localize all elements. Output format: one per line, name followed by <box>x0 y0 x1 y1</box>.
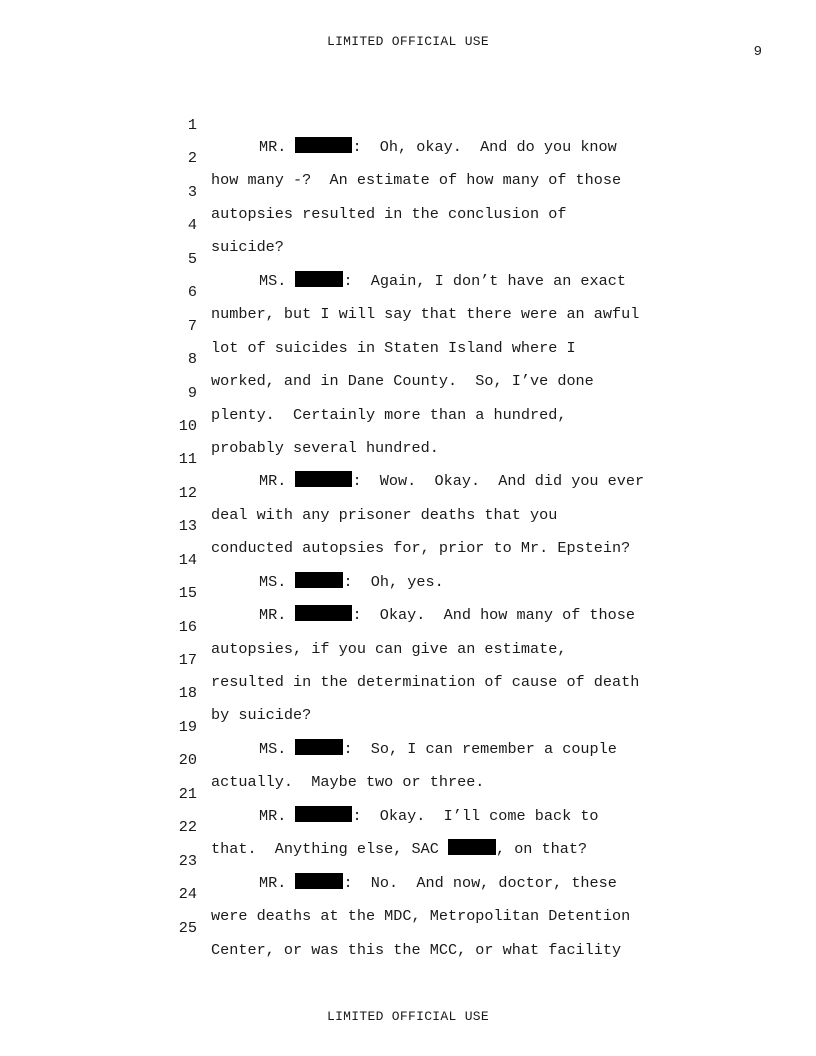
transcript-line <box>0 360 816 424</box>
speech-text: that. Anything else, SAC <box>211 840 448 859</box>
line-number: 24 <box>178 885 197 904</box>
line-number: 5 <box>187 249 197 268</box>
speech-text: : Oh, okay. And do you know <box>352 138 617 156</box>
page-footer: LIMITED OFFICIAL USE <box>326 1009 490 1024</box>
line-number: 20 <box>178 751 197 770</box>
line-text: probably several hundred. <box>211 438 439 457</box>
line-text: lot of suicides in Staten Island where I <box>211 338 576 357</box>
line-text: worked, and in Dane County. So, I’ve done <box>211 372 594 391</box>
transcript-line <box>0 226 816 290</box>
speaker-prefix: MS. <box>259 271 296 290</box>
line-text: autopsies resulted in the conclusion of <box>211 204 567 223</box>
transcript-line <box>0 560 816 625</box>
transcript-line <box>0 660 816 725</box>
transcript-line <box>0 761 816 825</box>
transcript-line <box>0 393 816 457</box>
speech-text: : Oh, yes. <box>343 572 444 591</box>
transcript-body <box>0 92 816 959</box>
line-number: 6 <box>187 283 197 302</box>
transcript-line <box>0 326 816 391</box>
line-text: autopsies, if you can give an estimate, <box>211 639 567 658</box>
speech-text: : Okay. I’ll come back to <box>352 806 599 825</box>
speaker-prefix: MR. <box>259 472 296 491</box>
line-text: suicide? <box>211 238 284 257</box>
line-number: 10 <box>178 416 197 435</box>
transcript-line <box>0 594 816 658</box>
line-number: 1 <box>187 116 197 134</box>
line-text: resulted in the determination of cause of death <box>211 673 640 691</box>
line-number: 14 <box>178 550 197 569</box>
transcript-line <box>0 627 816 691</box>
line-number: 3 <box>187 182 197 201</box>
transcript-line <box>0 192 816 257</box>
transcript-line <box>0 861 816 926</box>
speaker-prefix: MR. <box>259 606 296 625</box>
transcript-line <box>0 727 816 792</box>
transcript-line <box>0 527 816 591</box>
transcript-line <box>0 92 816 156</box>
line-number: 25 <box>178 918 197 937</box>
transcript-line <box>0 293 816 357</box>
speaker-prefix: MS. <box>259 572 296 591</box>
line-number: 19 <box>178 717 197 736</box>
transcript-line <box>0 460 816 524</box>
speaker-prefix: MR. <box>259 873 296 892</box>
page-number: 9 <box>753 44 762 60</box>
line-text: deal with any prisoner deaths that you <box>211 505 558 524</box>
line-number: 2 <box>187 149 197 168</box>
line-text: how many -? An estimate of how many of those <box>211 171 622 190</box>
line-number: 17 <box>178 651 197 669</box>
line-number: 22 <box>178 818 197 837</box>
line-number: 11 <box>178 450 197 469</box>
transcript-line <box>0 895 816 959</box>
line-number: 12 <box>178 483 197 502</box>
speech-text: : No. And now, doctor, these <box>343 873 617 892</box>
line-text: plenty. Certainly more than a hundred, <box>211 405 567 424</box>
line-text: Center, or was this the MCC, or what facility <box>211 940 622 959</box>
line-number: 7 <box>187 316 197 335</box>
speaker-prefix: MR. <box>259 138 296 156</box>
line-number: 16 <box>178 617 197 636</box>
transcript-line <box>0 259 816 324</box>
transcript-line <box>0 828 816 892</box>
speech-text: , on that? <box>495 840 588 859</box>
speaker-prefix: MR. <box>259 806 296 825</box>
line-text: actually. Maybe two or three. <box>211 773 485 792</box>
line-number: 13 <box>178 517 197 536</box>
line-text: number, but I will say that there were an awful <box>211 305 640 324</box>
line-number: 15 <box>178 584 197 603</box>
transcript-line <box>0 794 816 859</box>
line-number: 21 <box>178 784 197 803</box>
line-number: 9 <box>187 383 197 402</box>
line-number: 4 <box>187 216 197 235</box>
line-number: 8 <box>187 350 197 369</box>
line-text: conducted autopsies for, prior to Mr. Epstein? <box>211 539 631 558</box>
line-text: were deaths at the MDC, Metropolitan Detention <box>211 907 631 926</box>
page-header: LIMITED OFFICIAL USE <box>326 34 490 49</box>
line-number: 18 <box>178 684 197 703</box>
transcript-line <box>0 159 816 223</box>
transcript-line <box>0 125 816 190</box>
speech-text: : So, I can remember a couple <box>343 739 617 758</box>
speech-text: : Wow. Okay. And did you ever <box>352 472 645 491</box>
speech-text: : Okay. And how many of those <box>352 606 636 625</box>
line-number: 23 <box>178 851 197 870</box>
line-text: by suicide? <box>211 706 312 725</box>
transcript-line <box>0 426 816 491</box>
transcript-line <box>0 493 816 558</box>
speech-text: : Again, I don’t have an exact <box>343 271 627 290</box>
transcript-line <box>0 694 816 758</box>
speaker-prefix: MS. <box>259 739 296 758</box>
